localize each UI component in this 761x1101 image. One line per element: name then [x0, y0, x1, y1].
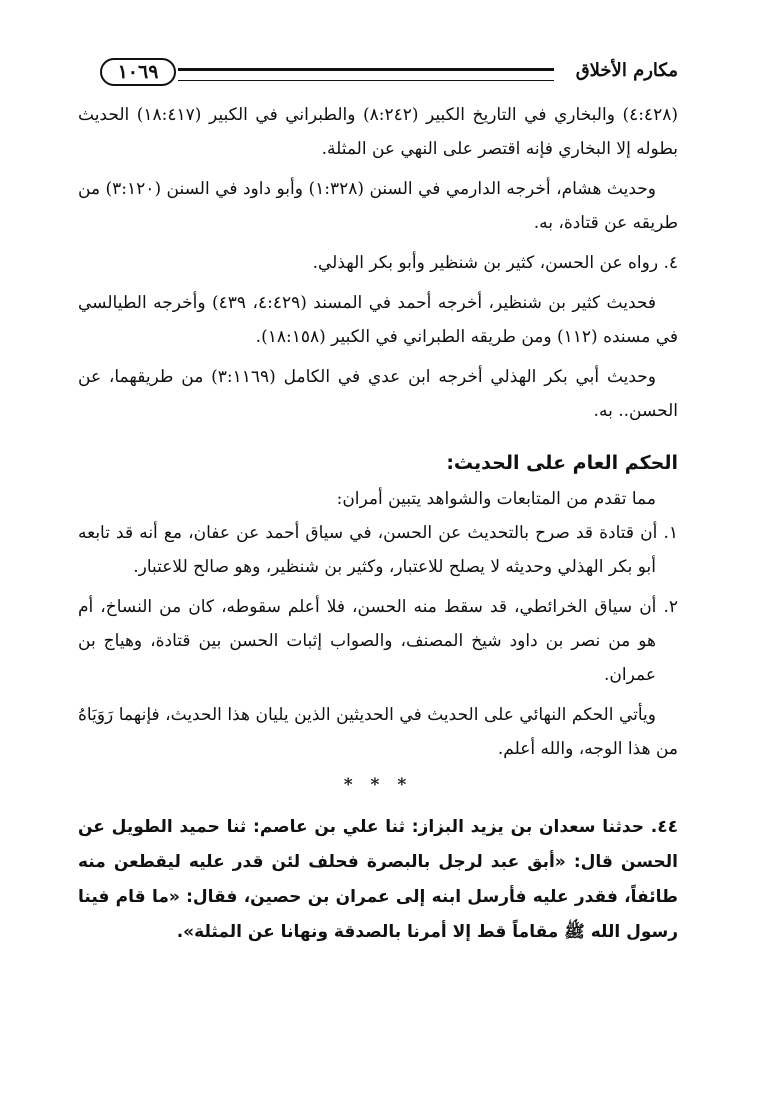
page-number: ١٠٦٩ [117, 61, 159, 83]
paragraph-hudhali: وحديث أبي بكر الهذلي أخرجه ابن عدي في الكامل (٣:١١٦٩) من طريقهما، عن الحسن.. به. [78, 367, 678, 421]
page-body [78, 98, 678, 950]
section-separator: * * * [343, 775, 413, 795]
numbered-point-2: ٢. أن سياق الخرائطي، قد سقط منه الحسن، فلا أعلم سقوطه، كان من النساخ، أم هو من نصر بن داود شيخ المصنف، والصواب إثبات الحسن بين قتادة، وهياج بن عمران. [78, 597, 678, 685]
header-rule [178, 68, 554, 81]
numbered-point-1: ١. أن قتادة قد صرح بالتحديث عن الحسن، في سياق أحمد عن عفان، مع أنه قد تابعه أبو بكر الهذلي وحديثه لا يصلح للاعتبار، وكثير بن شنظير، وهو صالح للاعتبار. [78, 523, 678, 577]
paragraph-item-4: ٤. رواه عن الحسن، كثير بن شنظير وأبو بكر الهذلي. [312, 253, 678, 273]
page-number-frame [100, 58, 176, 86]
hadith-44: ٤٤. حدثنا سعدان بن يزيد البزاز: ثنا علي بن عاصم: ثنا حميد الطويل عن الحسن قال: «أبق عبد لرجل بالبصرة فحلف لئن قدر عليه ليقطعن منه طائفاً، فقدر عليه فأرسل ابنه إلى عمران بن حصين، فقال: «ما قام فينا رسول الله ﷺ مقاماً قط إلا أمرنا بالصدقة ونهانا عن المثلة». [78, 817, 678, 942]
paragraph-hisham: وحديث هشام، أخرجه الدارمي في السنن (١:٣٢٨) وأبو داود في السنن (٣:١٢٠) من طريقه عن قتادة، به. [78, 179, 678, 233]
paragraph-intro: مما تقدم من المتابعات والشواهد يتبين أمران: [336, 489, 656, 509]
paragraph-kathir: فحديث كثير بن شنظير، أخرجه أحمد في المسند (٤:٤٢٩، ٤٣٩) وأخرجه الطيالسي في مسنده (١١٢) ومن طريقه الطبراني في الكبير (١٨:١٥٨). [78, 293, 678, 347]
running-header [100, 58, 678, 98]
paragraph-conclusion: ويأتي الحكم النهائي على الحديث في الحديثين الذين يليان هذا الحديث، فإنهما رَوَيَاهُ من هذا الوجه، والله أعلم. [78, 705, 678, 759]
section-heading: الحكم العام على الحديث: [446, 452, 678, 474]
book-title: مكارم الأخلاق [575, 60, 678, 81]
paragraph-continuation: (٤:٤٢٨) والبخاري في التاريخ الكبير (٨:٢٤٢) والطبراني في الكبير (١٨:٤١٧) الحديث بطوله إلا البخاري فإنه اقتصر على النهي عن المثلة. [78, 105, 678, 159]
